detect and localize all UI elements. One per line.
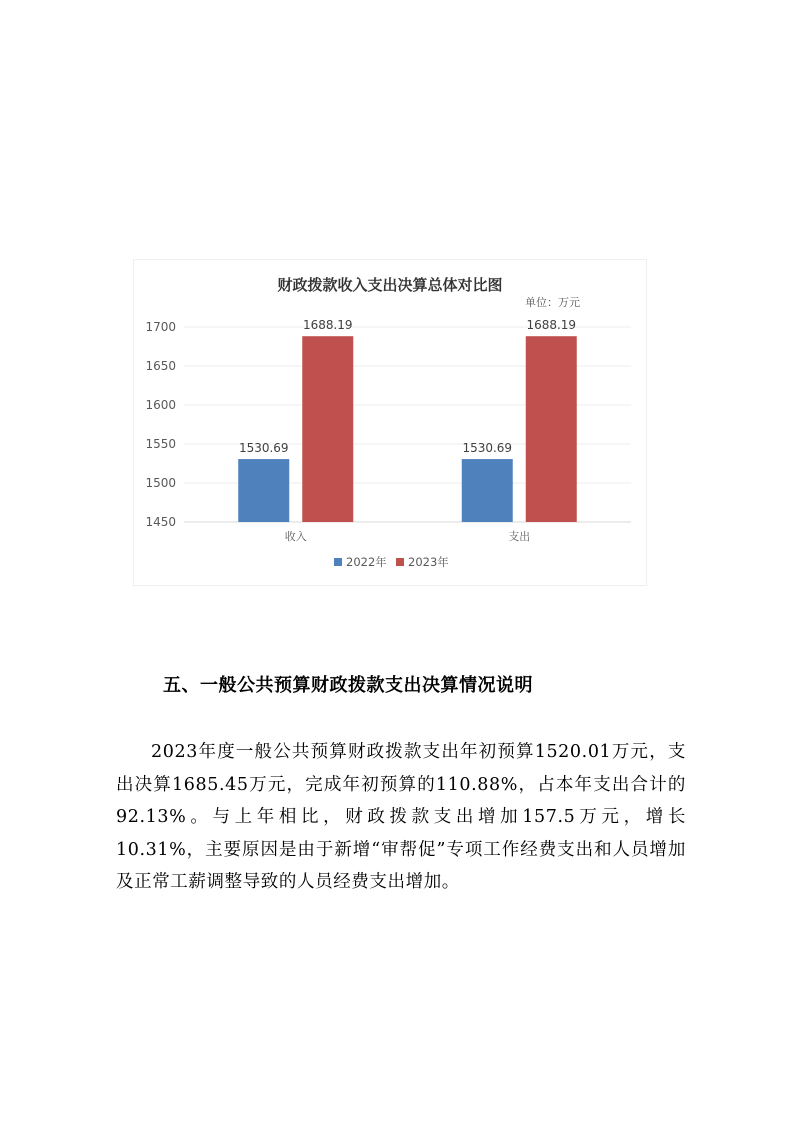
chart-title: 财政拨款收入支出决算总体对比图: [277, 276, 503, 294]
x-tick-label: 收入: [284, 530, 307, 543]
legend-swatch: [334, 558, 342, 566]
section-heading: 五、一般公共预算财政拨款支出决算情况说明: [163, 675, 533, 696]
y-tick-label: 1550: [145, 437, 176, 451]
x-tick-label: 支出: [508, 530, 531, 543]
data-label: 1688.19: [526, 318, 577, 333]
data-label: 1530.69: [462, 441, 513, 456]
data-label: 1530.69: [238, 441, 289, 456]
y-tick-label: 1650: [145, 359, 176, 373]
legend-label: 2022年: [346, 555, 387, 569]
legend-swatch: [396, 558, 404, 566]
chart-panel: [133, 259, 647, 586]
y-tick-label: 1600: [145, 398, 176, 412]
body-paragraph: 2023年度一般公共预算财政拨款支出年初预算1520.01万元，支出决算1685.45万元，完成年初预算的110.88%，占本年支出合计的92.13%。与上年相比，财政拨款支出增加157.5万元，增长10.31%，主要原因是由于新增“审帮促”专项工作经费支出和人员增加及正常工薪调整导致的人员经费支出增加。: [116, 742, 686, 892]
y-tick-label: 1500: [145, 476, 176, 490]
y-tick-label: 1450: [145, 515, 176, 529]
bar-chart: [134, 260, 646, 585]
bar: [302, 336, 353, 522]
bar: [238, 459, 289, 522]
chart-unit-label: 单位：万元: [525, 296, 580, 309]
bar: [526, 336, 577, 522]
legend-label: 2023年: [408, 555, 449, 569]
y-tick-label: 1700: [145, 320, 176, 334]
data-label: 1688.19: [302, 318, 353, 333]
bar: [462, 459, 513, 522]
